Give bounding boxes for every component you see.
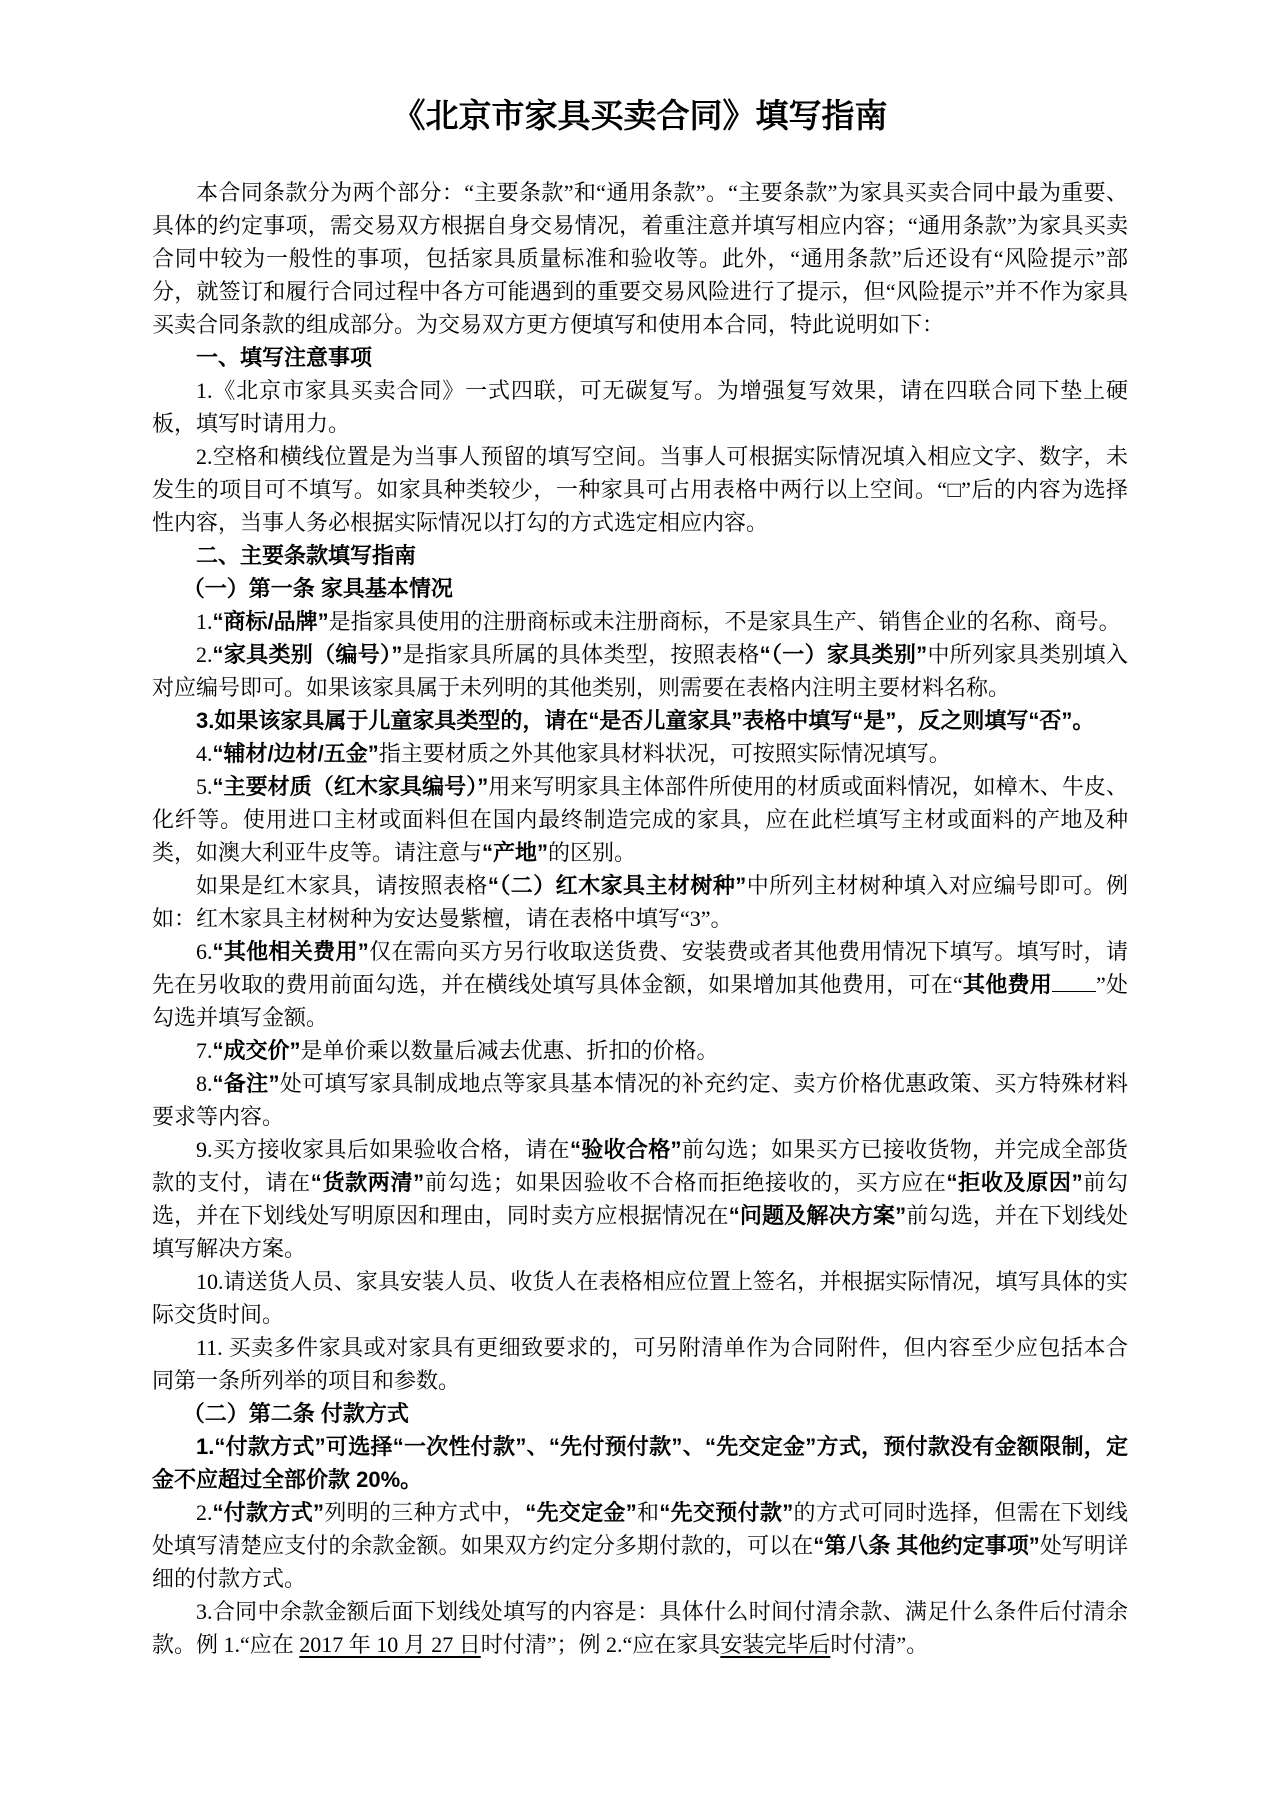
article-1-item-3 [152,704,1128,737]
note-item-2 [152,440,1128,539]
article-1-item-7 [152,1034,1128,1067]
text-run: 3.如果该家具属于儿童家具类型的，请在“是否儿童家具”表格中填写“是”，反之则填写“否”。 [196,708,1095,733]
text-run: “（二）红木家具主材树种” [487,873,747,898]
article-1-heading [152,572,1128,605]
text-run: 7. [196,1038,213,1063]
text-run: 3.合同中余款金额后面下划线处填写的内容是：具体什么时间付清余款、满足什么条件后付清余款。例 1.“应在 [152,1599,1128,1657]
text-run: 8. [196,1071,213,1096]
text-run: 1.“付款方式”可选择“一次性付款”、“先付预付款”、“先交定金”方式，预付款没有金额限制，定金不应超过全部价款 20%。 [152,1434,1128,1492]
text-run: 如果是红木家具，请按照表格 [196,873,488,898]
text-run: “辅材/边材/五金” [212,741,379,766]
text-run: 是指家具所属的具体类型，按照表格 [402,642,760,667]
text-run: 前勾选；如果买方已接收货物，并完成全部货款的支付，请在 [152,1137,1128,1195]
text-run: “成交价” [212,1038,301,1063]
article-1-item-2 [152,638,1128,704]
article-1-item-8 [152,1067,1128,1133]
section-2-heading [152,539,1128,572]
text-run: 一、填写注意事项 [196,345,373,370]
text-run: 处写明详细的付款方式。 [152,1533,1128,1591]
text-run: “付款方式” [212,1500,325,1525]
text-run: “其他相关费用” [212,939,369,964]
article-1-item-5 [152,770,1128,869]
text-run: “货款两清” [310,1170,425,1195]
text-run: 中所列家具类别填入对应编号即可。如果该家具属于未列明的其他类别，则需要在表格内注明主要材料名称。 [152,642,1128,700]
article-1-item-1 [152,605,1128,638]
text-run: 11. 买卖多件家具或对家具有更细致要求的，可另附清单作为合同附件，但内容至少应包括本合同第一条所列举的项目和参数。 [152,1335,1128,1393]
text-run: 4. [196,741,213,766]
text-run: 6. [196,939,213,964]
intro-paragraph [152,176,1128,341]
text-run: 前勾选；如果因验收不合格而拒绝接收的，买方应在 [424,1170,947,1195]
note-item-1 [152,374,1128,440]
text-run: “主要材质（红木家具编号）” [212,774,489,799]
document-title: 《北京市家具买卖合同》填写指南 [392,97,888,134]
text-run: 仅在需向买方另行收取送货费、安装费或者其他费用情况下填写。填写时，请先在另收取的费用前面勾选，并在横线处填写具体金额，如果增加其他费用，可在“ [152,939,1128,997]
article-2-item-2 [152,1496,1128,1595]
fill-in-blank [1052,989,1096,992]
article-1-item-6 [152,935,1128,1034]
text-run: 处可填写家具制成地点等家具基本情况的补充约定、卖方价格优惠政策、买方特殊材料要求等内容。 [152,1071,1128,1129]
article-2-item-1 [152,1430,1128,1496]
text-run: “先交定金” [525,1500,637,1525]
text-run: 是指家具使用的注册商标或未注册商标，不是家具生产、销售企业的名称、商号。 [328,609,1121,634]
text-run: 本合同条款分为两个部分：“主要条款”和“通用条款”。“主要条款”为家具买卖合同中最为重要、具体的约定事项，需交易双方根据自身交易情况，着重注意并填写相应内容；“通用条款”为家具买卖合同中较为一般性的事项，包括家具质量标准和验收等。此外，“通用条款”后还设有“风险提示”部分，就签订和履行合同过程中各方可能遇到的重要交易风险进行了提示，但“风险提示”并不作为家具买卖合同条款的组成部分。为交易双方更方便填写和使用本合同，特此说明如下： [152,180,1128,337]
article-2-heading [152,1397,1128,1430]
text-run: ”处勾选并填写金额。 [152,972,1128,1030]
text-run: 2017 年 10 月 27 日 [299,1632,481,1657]
text-run: 2.空格和横线位置是为当事人预留的填写空间。当事人可根据实际情况填入相应文字、数字，未发生的项目可不填写。如家具种类较少，一种家具可占用表格中两行以上空间。“□”后的内容为选择性内容，当事人务必根据实际情况以打勾的方式选定相应内容。 [152,444,1128,535]
text-run: 2. [196,1500,213,1525]
text-run: 中所列主材树种填入对应编号即可。例如：红木家具主材树种为安达曼紫檀，请在表格中填写“3”。 [152,873,1128,931]
text-run: 安装完毕后 [720,1632,831,1657]
article-1-item-10 [152,1265,1128,1331]
text-run: 5. [196,774,213,799]
text-run: “备注” [212,1071,280,1096]
article-1-item-5-redwood [152,869,1128,935]
text-run: “（一）家具类别” [759,642,928,667]
text-run: （二）第二条 付款方式 [182,1401,409,1426]
text-run: 其他费用 [962,972,1052,997]
text-run: “验收合格” [569,1137,682,1162]
text-run: 时付清”；例 2.“应在家具 [480,1632,721,1657]
text-run: “产地” [482,840,549,865]
text-run: 10.请送货人员、家具安装人员、收货人在表格相应位置上签名，并根据实际情况，填写具体的实际交货时间。 [152,1269,1128,1327]
text-run: “家具类别（编号）” [212,642,403,667]
text-run: 的区别。 [548,840,637,865]
text-run: 指主要材质之外其他家具材料状况，可按照实际情况填写。 [378,741,951,766]
text-run: 列明的三种方式中， [324,1500,526,1525]
text-run: 2. [196,642,213,667]
text-run: 9.买方接收家具后如果验收合格，请在 [196,1137,570,1162]
article-1-item-4 [152,737,1128,770]
text-run: “先交预付款” [659,1500,794,1525]
text-run: “商标/品牌” [212,609,329,634]
text-run: 二、主要条款填写指南 [196,543,417,568]
text-run: （一）第一条 家具基本情况 [182,576,453,601]
text-run: 是单价乘以数量后减去优惠、折扣的价格。 [300,1038,719,1063]
text-run: 前勾选，并在下划线处写明原因和理由，同时卖方应根据情况在 [152,1170,1128,1228]
text-run: 的方式可同时选择，但需在下划线处填写清楚应支付的余款金额。如果双方约定分多期付款的，可以在 [152,1500,1128,1558]
text-run: 1. [196,609,213,634]
text-run: 和 [636,1500,660,1525]
text-run: “问题及解决方案” [728,1203,907,1228]
article-1-item-9 [152,1133,1128,1265]
section-1-heading [152,341,1128,374]
text-run: 时付清”。 [830,1632,929,1657]
text-run: “拒收及原因” [946,1170,1083,1195]
article-1-item-11 [152,1331,1128,1397]
article-2-item-3 [152,1595,1128,1661]
text-run: 用来写明家具主体部件所使用的材质或面料情况，如樟木、牛皮、化纤等。使用进口主材或面料但在国内最终制造完成的家具，应在此栏填写主材或面料的产地及种类，如澳大利亚牛皮等。请注意与 [152,774,1128,865]
text-run: 1.《北京市家具买卖合同》一式四联，可无碳复写。为增强复写效果，请在四联合同下垫上硬板，填写时请用力。 [152,378,1128,436]
text-run: “第八条 其他约定事项” [813,1533,1040,1558]
text-run: 前勾选，并在下划线处填写解决方案。 [152,1203,1128,1261]
document-body [152,176,1128,1661]
